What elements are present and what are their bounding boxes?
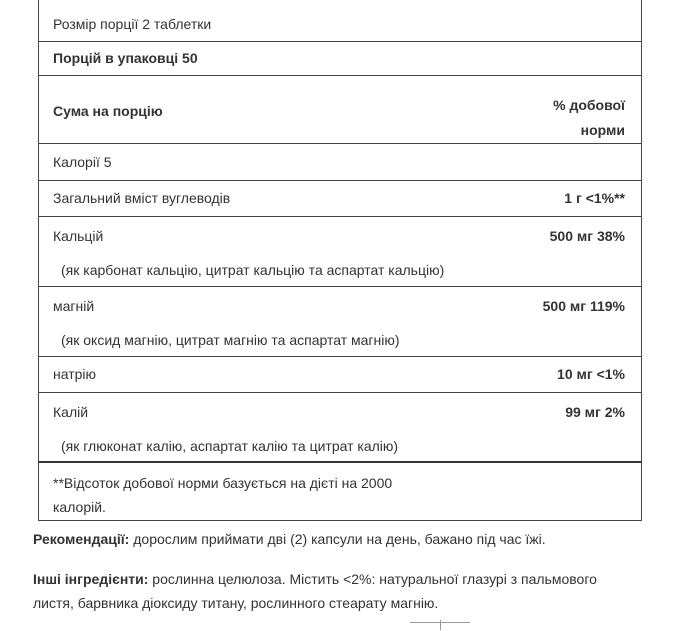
magnesium-source: (як оксид магнію, цитрат магнію та аспартат магнію) [61,332,400,348]
potassium-name: Калій [53,404,89,420]
daily-value-header [553,93,625,143]
potassium-source: (як глюконат калію, аспартат калію та цитрат калію) [61,438,399,454]
sodium-name: натрію [53,366,97,382]
other-ingredients-label: Інші інгредієнти: [33,571,149,587]
daily-value-header-line1: % добової [553,97,625,113]
servings-row [39,42,641,76]
amount-per-serving-header: Сума на порцію [53,103,163,119]
supplement-facts-table [38,0,642,521]
other-ingredients [33,567,633,615]
calcium-row [39,217,641,287]
sodium-value: 10 мг <1% [557,366,625,382]
calcium-source: (як карбонат кальцію, цитрат кальцію та аспартат кальцію) [61,262,445,278]
calcium-value: 500 мг 38% [549,228,625,244]
recommendations-label: Рекомендації: [33,531,130,547]
daily-value-header-line2: норми [580,122,625,138]
footnote: **Відсоток добової норми базується на дієті на 2000 калорій. [53,475,393,515]
magnesium-row [39,287,641,357]
magnesium-name: магній [53,298,95,314]
other-ingredients-text: рослинна целюлоза. Містить <2%: натуральної глазурі з пальмового листя, барвника діоксиду титану, рослинного стеарату магнію. [33,571,597,611]
calories-row [39,144,641,181]
recommendations [33,527,633,551]
magnesium-value: 500 мг 119% [542,298,625,314]
potassium-row [39,393,641,463]
carbs-row [39,181,641,217]
sodium-row [39,357,641,393]
serving-size-row [39,0,641,42]
servings-per-container: Порцій в упаковці 50 [53,50,198,66]
potassium-value: 99 мг 2% [565,404,625,420]
footnote-row [39,463,641,520]
amount-header-row [39,76,641,144]
calories: Калорії 5 [53,154,112,170]
calcium-name: Кальцій [53,228,104,244]
serving-size: Розмір порції 2 таблетки [53,16,212,32]
cut-off-mark [440,620,447,630]
carbs-name: Загальний вміст вуглеводів [53,190,231,206]
carbs-value: 1 г <1%** [564,190,625,206]
recommendations-text: дорослим приймати дві (2) капсули на день, бажано під час їжі. [129,531,546,547]
